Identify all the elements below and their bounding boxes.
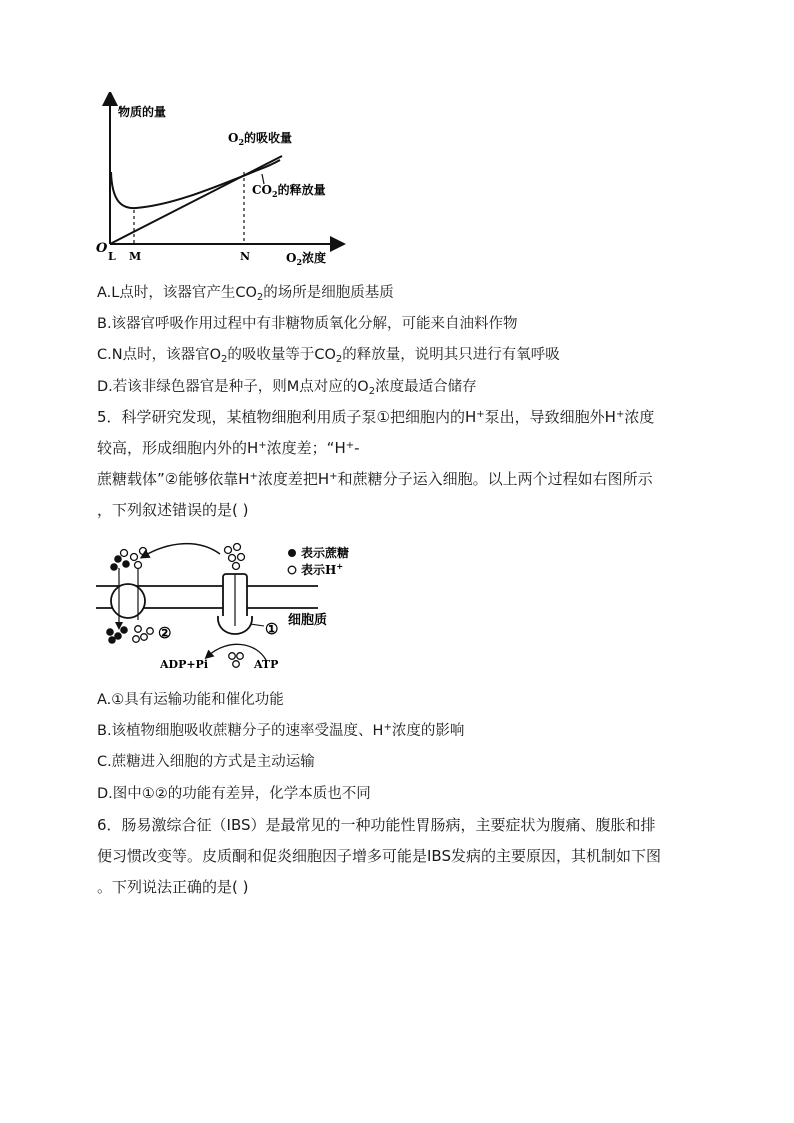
tick-l: L — [108, 250, 116, 263]
origin-label: O — [96, 241, 108, 256]
q5-option-b: B.该植物细胞吸收蔗糖分子的速率受温度、H+浓度的影响 — [97, 722, 465, 739]
q5-stem-line2: 较高，形成细胞内外的H+浓度差；“H+- — [97, 439, 360, 457]
outside-particles-left — [110, 548, 146, 571]
label-adp: ADP+Pi — [160, 658, 209, 671]
q5-option-a: A.①具有运输功能和催化功能 — [97, 692, 284, 708]
inside-particles-left — [106, 626, 153, 644]
legend-h: 表示H+ — [301, 561, 344, 577]
legend-h-icon — [288, 566, 296, 574]
proton-pump — [218, 574, 252, 634]
q5-option-c: C.蔗糖进入细胞的方式是主动运输 — [97, 754, 315, 770]
legend-sucrose: 表示蔗糖 — [301, 546, 350, 560]
label-carrier-2: ② — [158, 624, 172, 642]
label-cytoplasm: 细胞质 — [288, 613, 328, 628]
h-plus-return-arrow — [144, 544, 220, 556]
pump-label-leader — [250, 624, 264, 626]
q4-option-c: C.N点时，该器官$O_2$的吸收量等于$CO_2$的释放量，说明其只进行有氧呼吸 — [97, 347, 560, 365]
label-atp: ATP — [254, 658, 279, 671]
q6-stem-line2: 便习惯改变等。皮质酮和促炎细胞因子增多可能是IBS发病的主要原因，其机制如下图 — [97, 847, 661, 865]
y-axis-label: 物质的量 — [118, 105, 167, 119]
respiration-graph — [88, 92, 348, 267]
q6-stem-line1: 6．肠易激综合征（IBS）是最常见的一种功能性胃肠病，主要症状为腹痛、腹胀和排 — [97, 816, 656, 834]
q5-stem-line4: ，下列叙述错误的是( ) — [97, 501, 249, 519]
sucrose-carrier — [111, 584, 145, 618]
q5-stem-line3: 蔗糖载体”②能够依靠H+浓度差把H+和蔗糖分子运入细胞。以上两个过程如右图所示 — [97, 470, 653, 488]
q4-option-b: B.该器官呼吸作用过程中有非糖物质氧化分解，可能来自油料作物 — [97, 316, 518, 332]
tick-n: N — [240, 250, 251, 263]
q5-option-d: D.图中①②的功能有差异，化学本质也不同 — [97, 786, 371, 802]
q4-option-d: D.若该非绿色器官是种子，则M点对应的$O_2$浓度最适合储存 — [97, 379, 477, 397]
label-pump-1: ① — [265, 620, 279, 638]
q6-stem-line3: 。下列说法正确的是( ) — [97, 878, 249, 896]
o2-absorption-line — [110, 156, 282, 244]
legend-sucrose-icon — [288, 549, 296, 557]
x-axis-label: $O_2$浓度 — [286, 251, 327, 267]
q4-option-a: A.L点时，该器官产生$CO_2$的场所是细胞质基质 — [97, 285, 394, 303]
outside-particles-pump — [225, 544, 245, 570]
inside-particles-pump — [229, 653, 244, 668]
co2-curve-label: $CO_2$的释放量 — [252, 183, 326, 199]
q5-stem-line1: 5．科学研究发现，某植物细胞利用质子泵①把细胞内的H+泵出，导致细胞外H+浓度 — [97, 408, 655, 426]
tick-m: M — [129, 250, 142, 263]
o2-curve-label: $O_2$的吸收量 — [228, 131, 293, 147]
proton-pump-diagram — [88, 538, 378, 673]
